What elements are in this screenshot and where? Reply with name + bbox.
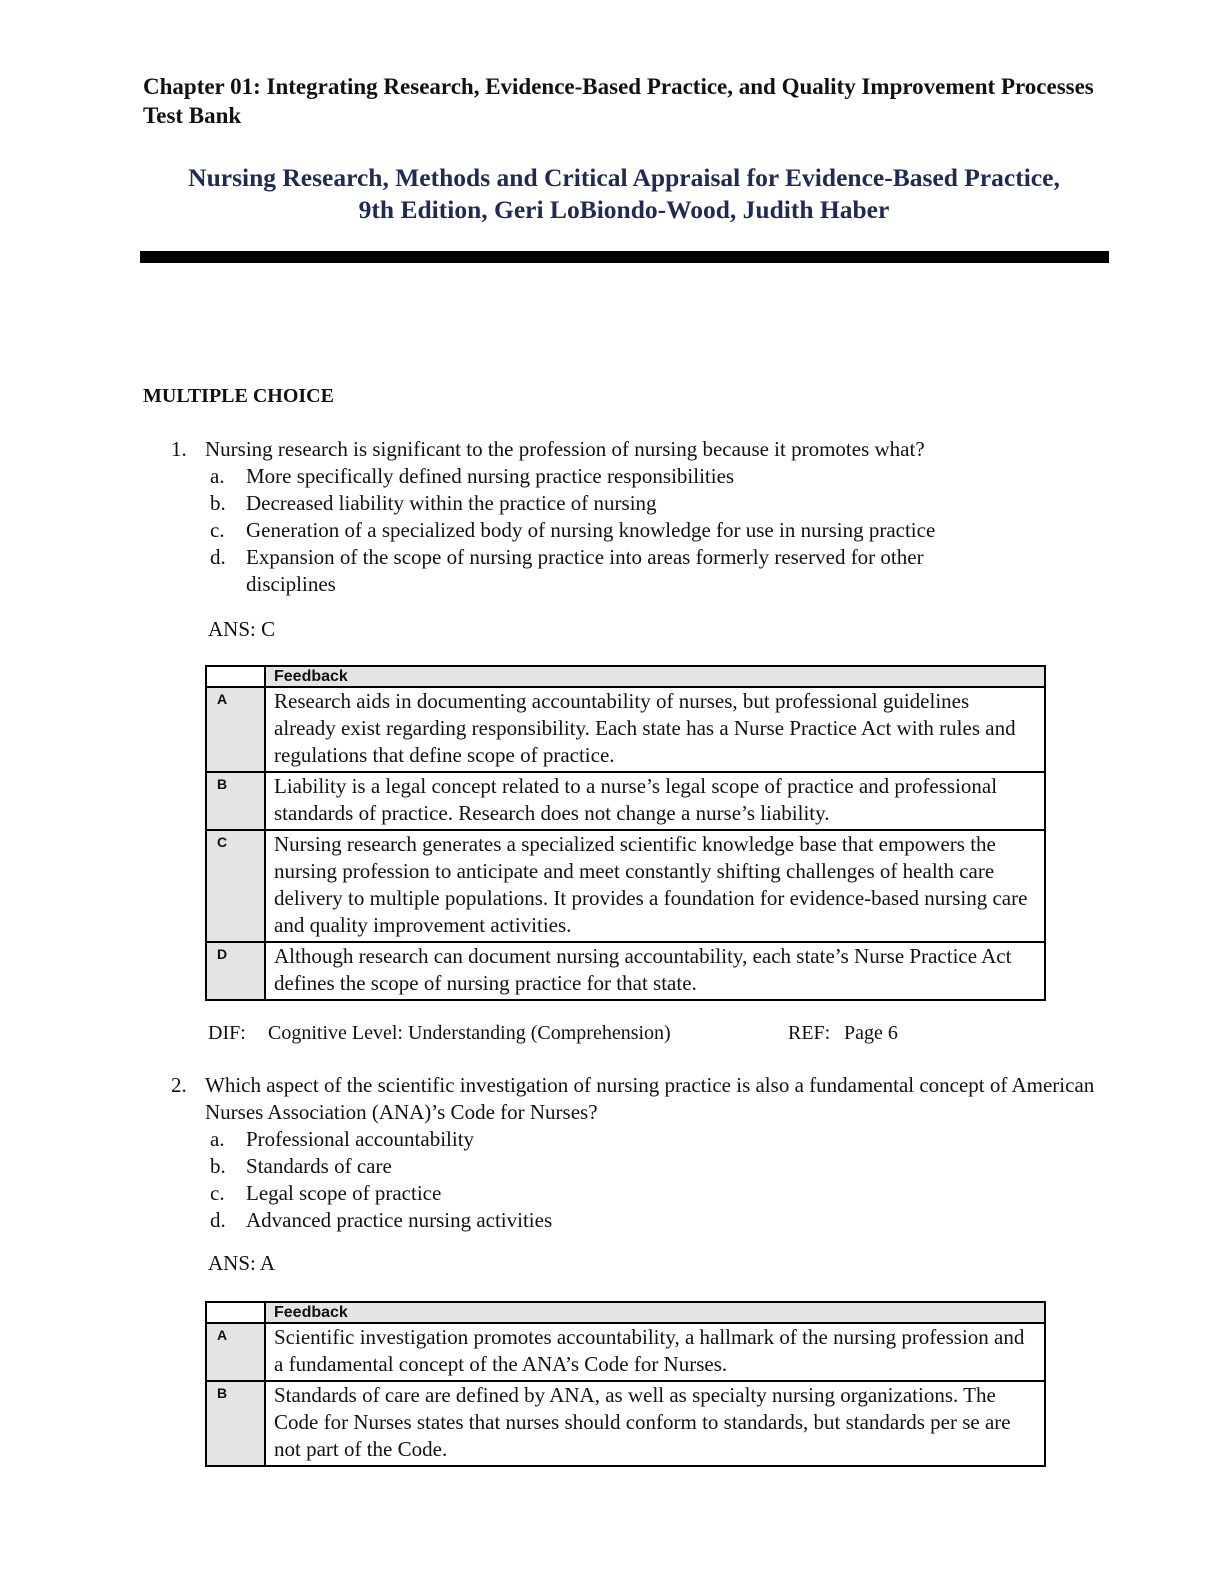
option-letter: c. xyxy=(210,518,225,542)
dif-value: Cognitive Level: Understanding (Comprehension) xyxy=(268,1022,671,1044)
answer-options xyxy=(143,1126,1103,1234)
section-heading: MULTIPLE CHOICE xyxy=(143,385,334,407)
feedback-letter: D xyxy=(206,942,265,1000)
feedback-header: Feedback xyxy=(265,666,1045,687)
feedback-header-row xyxy=(206,1302,1045,1323)
option-letter: d. xyxy=(210,545,226,569)
question-number: 2. xyxy=(171,1073,187,1097)
feedback-header-blank xyxy=(206,1302,265,1323)
option-text: Generation of a specialized body of nursing knowledge for use in nursing practice xyxy=(246,518,936,542)
feedback-letter: A xyxy=(206,1323,265,1381)
test-bank-label: Test Bank xyxy=(143,103,242,128)
feedback-text: Liability is a legal concept related to a nurse’s legal scope of practice and professional standards of practice. Research does not change a nurse’s liability. xyxy=(265,772,1045,830)
ref-label: REF: xyxy=(788,1022,831,1044)
question-text: Nursing research is significant to the profession of nursing because it promotes what? xyxy=(205,437,925,461)
option-letter: a. xyxy=(210,1127,225,1151)
feedback-letter: C xyxy=(206,830,265,942)
book-title xyxy=(140,162,1108,226)
option-c xyxy=(143,1180,1103,1207)
feedback-text: Nursing research generates a specialized scientific knowledge base that empowers the nursing profession to anticipate and meet constantly shifting challenges of health care delivery to multiple populations. It provides a foundation for evidence-based nursing care and quality improvement activities. xyxy=(265,830,1045,942)
option-letter: c. xyxy=(210,1181,225,1205)
feedback-text: Research aids in documenting accountability of nurses, but professional guidelines already exist regarding responsibility. Each state has a Nurse Practice Act with rules and regulations that define scope of practice. xyxy=(265,687,1045,772)
option-letter: a. xyxy=(210,464,225,488)
option-a xyxy=(143,1126,1103,1153)
option-letter: b. xyxy=(210,491,226,515)
question-2 xyxy=(143,1072,1103,1277)
option-text: Professional accountability xyxy=(246,1127,475,1151)
option-c xyxy=(143,517,1103,544)
option-d xyxy=(143,544,1103,598)
feedback-header: Feedback xyxy=(265,1302,1045,1323)
feedback-row xyxy=(206,1323,1045,1381)
option-letter: d. xyxy=(210,1208,226,1232)
option-text: Legal scope of practice xyxy=(246,1181,442,1205)
option-text: Standards of care xyxy=(246,1154,392,1178)
answer-options xyxy=(143,463,1103,598)
feedback-letter: B xyxy=(206,772,265,830)
option-text: More specifically defined nursing practice responsibilities xyxy=(246,464,735,488)
feedback-text: Scientific investigation promotes accountability, a hallmark of the nursing profession and a fundamental concept of the ANA’s Code for Nurses. xyxy=(265,1323,1045,1381)
option-letter: b. xyxy=(210,1154,226,1178)
question-stem xyxy=(143,1072,1103,1126)
book-title-line-2: 9th Edition, Geri LoBiondo-Wood, Judith Haber xyxy=(358,195,890,224)
question-number: 1. xyxy=(171,437,187,461)
feedback-row xyxy=(206,830,1045,942)
feedback-letter: A xyxy=(206,687,265,772)
ref-value: Page 6 xyxy=(844,1022,898,1044)
option-b xyxy=(143,1153,1103,1180)
option-b xyxy=(143,490,1103,517)
feedback-table-1 xyxy=(205,665,1046,1001)
chapter-title: Chapter 01: Integrating Research, Evidence-Based Practice, and Quality Improvement Processes xyxy=(143,74,1094,99)
feedback-row xyxy=(206,1381,1045,1466)
question-1 xyxy=(143,436,1103,643)
chapter-header xyxy=(143,72,1123,130)
answer-key: ANS: C xyxy=(208,617,276,641)
feedback-row xyxy=(206,942,1045,1000)
book-title-line-1: Nursing Research, Methods and Critical Appraisal for Evidence-Based Practice, xyxy=(188,163,1060,192)
feedback-row xyxy=(206,772,1045,830)
dif-label: DIF: xyxy=(208,1022,246,1044)
option-d xyxy=(143,1207,1103,1234)
feedback-letter: B xyxy=(206,1381,265,1466)
feedback-header-blank xyxy=(206,666,265,687)
question-stem xyxy=(143,436,1103,463)
option-text: Expansion of the scope of nursing practice into areas formerly reserved for other disciplines xyxy=(246,545,924,596)
feedback-text: Standards of care are defined by ANA, as well as specialty nursing organizations. The Code for Nurses states that nurses should conform to standards, but standards per se are not part of the Code. xyxy=(265,1381,1045,1466)
option-text: Decreased liability within the practice of nursing xyxy=(246,491,657,515)
answer-key: ANS: A xyxy=(208,1251,276,1275)
header-divider xyxy=(140,251,1109,263)
option-a xyxy=(143,463,1103,490)
feedback-table-2 xyxy=(205,1301,1046,1467)
feedback-row xyxy=(206,687,1045,772)
option-text: Advanced practice nursing activities xyxy=(246,1208,553,1232)
feedback-text: Although research can document nursing accountability, each state’s Nurse Practice Act defines the scope of nursing practice for that state. xyxy=(265,942,1045,1000)
question-text: Which aspect of the scientific investigation of nursing practice is also a fundamental concept of American Nurses Association (ANA)’s Code for Nurses? xyxy=(205,1073,1095,1124)
feedback-header-row xyxy=(206,666,1045,687)
